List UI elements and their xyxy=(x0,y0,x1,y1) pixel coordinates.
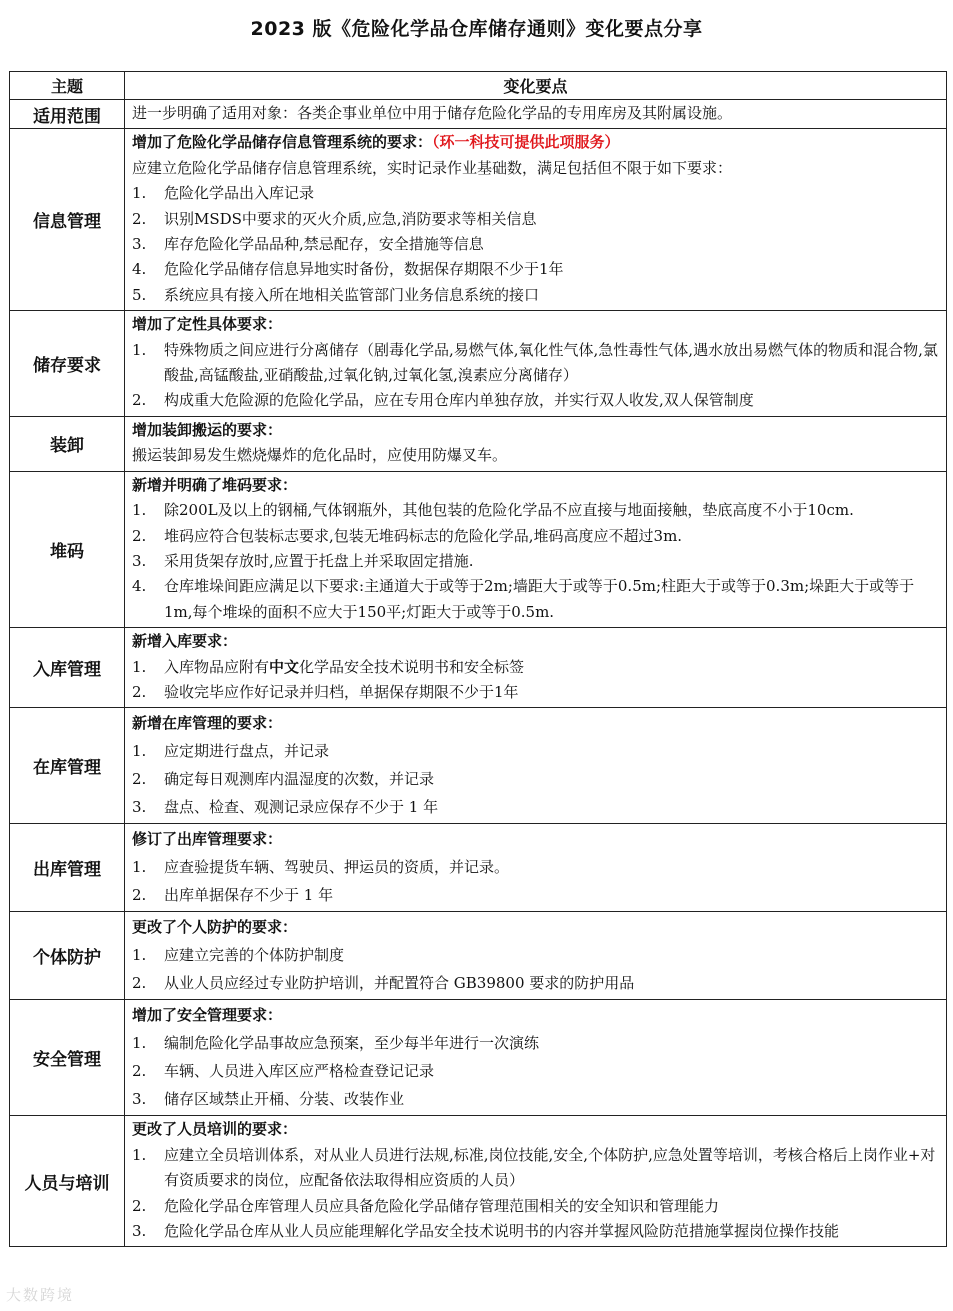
item-number: 1. xyxy=(132,501,147,520)
table-row xyxy=(10,628,947,708)
table-row xyxy=(10,416,947,471)
item-number: 1. xyxy=(132,340,147,359)
item-text: 仓库堆垛间距应满足以下要求:主通道大于或等于2m;墙距大于或等于0.5m;柱距大于或等于0.3m;垛距大于或等于1m,每个堆垛的面积不应大于150平;灯距大于或等于0.5m. xyxy=(164,577,915,621)
item-text: 应查验提货车辆、驾驶员、押运员的资质，并记录。 xyxy=(164,858,510,877)
list-item xyxy=(132,257,940,282)
table-row xyxy=(10,129,947,311)
item-number: 1. xyxy=(132,742,147,761)
header-topic: 主题 xyxy=(10,72,125,100)
item-text: 危险化学品出入库记录 xyxy=(164,184,315,203)
item-text: 采用货架存放时,应置于托盘上并采取固定措施. xyxy=(164,551,474,570)
row-content xyxy=(125,912,947,1000)
row-content xyxy=(125,1116,947,1247)
list-item xyxy=(132,853,940,881)
item-text: 应建立全员培训体系，对从业人员进行法规,标准,岗位技能,安全,个体防护,应急处置等培训，考核合格后上岗作业+对有资质要求的岗位，应配备依法取得相应资质的人员） xyxy=(164,1145,936,1190)
item-text-part: 入库物品应附有 xyxy=(164,657,270,676)
item-number: 2. xyxy=(132,1196,147,1215)
list-item xyxy=(132,549,940,574)
row-intro: 进一步明确了适用对象：各类企事业单位中用于储存危险化学品的专用库房及其附属设施。 xyxy=(132,104,733,122)
item-number: 1. xyxy=(132,858,147,877)
list-item xyxy=(132,941,940,969)
list-item xyxy=(132,1057,940,1085)
row-intro: 应建立危险化学品储存信息管理系统，实时记录作业基础数，满足包括但不限于如下要求： xyxy=(132,158,733,177)
item-text-emphasis: 中文 xyxy=(269,657,300,676)
item-text-part: 化学品安全技术说明书和安全标签 xyxy=(299,657,525,676)
item-text xyxy=(164,655,940,680)
row-topic: 适用范围 xyxy=(10,100,125,129)
table-row xyxy=(10,311,947,417)
list-item xyxy=(132,207,940,232)
changes-table xyxy=(9,71,947,1247)
row-topic: 在库管理 xyxy=(10,708,125,824)
item-number: 3. xyxy=(132,235,147,254)
row-topic: 储存要求 xyxy=(10,311,125,417)
row-topic: 信息管理 xyxy=(10,129,125,311)
item-text: 识别MSDS中要求的灭火介质,应急,消防要求等相关信息 xyxy=(164,209,537,228)
list-item xyxy=(132,1219,940,1244)
item-text: 出库单据保存不少于 1 年 xyxy=(164,886,334,905)
row-content xyxy=(125,100,947,129)
item-number: 2. xyxy=(132,391,147,410)
item-text: 应建立完善的个体防护制度 xyxy=(164,946,345,965)
item-number: 1. xyxy=(132,946,147,965)
list-item xyxy=(132,181,940,206)
list-item xyxy=(132,338,940,389)
table-row xyxy=(10,100,947,129)
item-text: 特殊物质之间应进行分离储存（剧毒化学品,易燃气体,氧化性气体,急性毒性气体,遇水放出易燃气体的物质和混合物,氯酸盐,高锰酸盐,亚硝酸盐,过氧化钠,过氧化氢,溴素应分离储存） xyxy=(164,340,938,385)
list-item xyxy=(132,283,940,308)
list-item xyxy=(132,969,940,997)
row-content xyxy=(125,471,947,627)
list-item xyxy=(132,1029,940,1057)
item-number: 3. xyxy=(132,1221,147,1240)
list-item xyxy=(132,680,940,705)
table-row xyxy=(10,471,947,627)
row-content xyxy=(125,416,947,471)
item-text: 危险化学品仓库从业人员应能理解化学品安全技术说明书的内容并掌握风险防范措施掌握岗位操作技能 xyxy=(164,1221,840,1240)
row-heading: 新增并明确了堆码要求： xyxy=(132,475,298,494)
row-topic: 安全管理 xyxy=(10,1000,125,1116)
item-text: 验收完毕应作好记录并归档，单据保存期限不少于1年 xyxy=(164,682,519,701)
row-intro: 搬运装卸易发生燃烧爆炸的危化品时，应使用防爆叉车。 xyxy=(132,446,508,465)
row-content xyxy=(125,824,947,912)
list-item xyxy=(132,498,940,523)
table-row xyxy=(10,1000,947,1116)
item-text: 除200L及以上的钢桶,气体钢瓶外，其他包装的危险化学品不应直接与地面接触，垫底高度不小于10cm. xyxy=(164,501,854,520)
list-item xyxy=(132,737,940,765)
row-heading: 新增在库管理的要求： xyxy=(132,714,283,733)
item-number: 2. xyxy=(132,770,147,789)
item-text: 应定期进行盘点，并记录 xyxy=(164,742,330,761)
row-heading: 增加了安全管理要求： xyxy=(132,1006,283,1025)
item-number: 2. xyxy=(132,1062,147,1081)
item-number: 3. xyxy=(132,1090,147,1109)
table-header-row xyxy=(10,72,947,100)
row-topic: 入库管理 xyxy=(10,628,125,708)
table-row xyxy=(10,824,947,912)
row-heading: 增加了定性具体要求： xyxy=(132,315,283,334)
row-heading: 增加了危险化学品储存信息管理系统的要求： xyxy=(132,133,433,152)
list-item xyxy=(132,881,940,909)
item-number: 4. xyxy=(132,577,147,596)
item-number: 4. xyxy=(132,260,147,279)
item-text: 储存区域禁止开桶、分装、改装作业 xyxy=(164,1090,405,1109)
row-heading: 新增入库要求： xyxy=(132,632,238,651)
item-number: 1. xyxy=(132,1034,147,1053)
list-item xyxy=(132,1143,940,1194)
item-text: 危险化学品仓库管理人员应具备危险化学品储存管理范围相关的安全知识和管理能力 xyxy=(164,1196,720,1215)
item-number: 3. xyxy=(132,798,147,817)
table-row xyxy=(10,708,947,824)
item-text: 堆码应符合包装标志要求,包装无堆码标志的危险化学品,堆码高度应不超过3m. xyxy=(164,526,683,545)
list-item xyxy=(132,765,940,793)
item-number: 1. xyxy=(132,184,147,203)
item-number: 3. xyxy=(132,551,147,570)
watermark-text: 大数跨境 xyxy=(6,1286,75,1304)
row-topic: 堆码 xyxy=(10,471,125,627)
row-topic: 出库管理 xyxy=(10,824,125,912)
row-content xyxy=(125,708,947,824)
item-number: 1. xyxy=(132,657,147,676)
row-heading: 增加装卸搬运的要求： xyxy=(132,420,283,439)
table-row xyxy=(10,912,947,1000)
row-heading: 更改了人员培训的要求： xyxy=(132,1120,298,1139)
item-number: 2. xyxy=(132,682,147,701)
list-item xyxy=(132,655,940,680)
list-item xyxy=(132,232,940,257)
row-content xyxy=(125,1000,947,1116)
item-text: 编制危险化学品事故应急预案，至少每半年进行一次演练 xyxy=(164,1034,540,1053)
row-topic: 装卸 xyxy=(10,416,125,471)
item-number: 1. xyxy=(132,1145,147,1164)
row-heading: 更改了个人防护的要求： xyxy=(132,918,298,937)
item-number: 2. xyxy=(132,974,147,993)
row-content xyxy=(125,129,947,311)
item-text: 构成重大危险源的危险化学品，应在专用仓库内单独存放，并实行双人收发,双人保管制度 xyxy=(164,391,754,410)
row-topic: 人员与培训 xyxy=(10,1116,125,1247)
item-number: 2. xyxy=(132,209,147,228)
list-item xyxy=(132,1194,940,1219)
item-text: 库存危险化学品品种,禁忌配存，安全措施等信息 xyxy=(164,235,484,254)
row-content xyxy=(125,311,947,417)
row-topic: 个体防护 xyxy=(10,912,125,1000)
item-number: 2. xyxy=(132,526,147,545)
item-number: 5. xyxy=(132,285,147,304)
list-item xyxy=(132,388,940,413)
list-item xyxy=(132,793,940,821)
item-text: 确定每日观测库内温湿度的次数，并记录 xyxy=(164,770,435,789)
list-item xyxy=(132,1085,940,1113)
list-item xyxy=(132,524,940,549)
item-text: 系统应具有接入所在地相关监管部门业务信息系统的接口 xyxy=(164,285,540,304)
item-text: 车辆、人员进入库区应严格检查登记记录 xyxy=(164,1062,435,1081)
item-text: 危险化学品储存信息异地实时备份，数据保存期限不少于1年 xyxy=(164,260,564,279)
table-row xyxy=(10,1116,947,1247)
document-title: 2023 版《危险化学品仓库储存通则》变化要点分享 xyxy=(250,18,703,40)
service-highlight: （环一科技可提供此项服务） xyxy=(432,133,620,152)
item-number: 2. xyxy=(132,886,147,905)
list-item xyxy=(132,574,940,625)
header-changes: 变化要点 xyxy=(125,72,947,100)
row-content xyxy=(125,628,947,708)
item-text: 从业人员应经过专业防护培训，并配置符合 GB39800 要求的防护用品 xyxy=(164,974,635,993)
row-heading: 修订了出库管理要求： xyxy=(132,830,283,849)
item-text: 盘点、检查、观测记录应保存不少于 1 年 xyxy=(164,798,439,817)
watermark xyxy=(6,1284,74,1305)
